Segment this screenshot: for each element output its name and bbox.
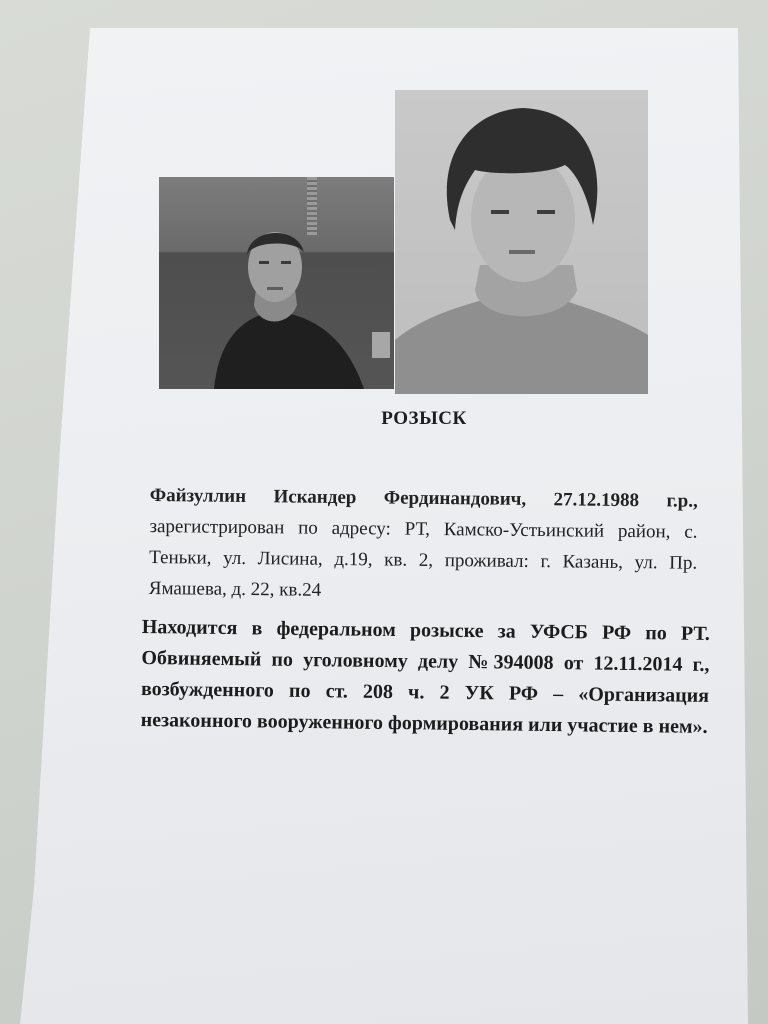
- charges-paragraph: Находится в федеральном розыске за УФСБ РФ по РТ. Обвиняемый по уголовному делу №394008 от 12.11.2014 г., возбужденного по ст. 208 ч. 2 УК РФ – «Организация незаконного вооруженного формирования или участие в нем».: [140, 615, 710, 738]
- document-title: РОЗЫСК: [381, 408, 467, 429]
- person-name-dob: Файзуллин Искандер Фердинандович, 27.12.1988 г.р.,: [149, 484, 698, 512]
- person-silhouette-left-icon: [159, 177, 394, 389]
- person-details-paragraph: [149, 480, 698, 610]
- person-photo-left-icon: [159, 177, 394, 389]
- person-silhouette-right-icon: [395, 90, 648, 394]
- person-address: зарегистрирован по адресу: РТ, Камско-Устьинский район, с. Теньки, ул. Лисина, д.19, кв. 2, проживал: г. Казань, ул. Пр. Ямашева, д. 22, кв.24: [148, 515, 698, 601]
- person-photo-right-icon: [395, 90, 648, 394]
